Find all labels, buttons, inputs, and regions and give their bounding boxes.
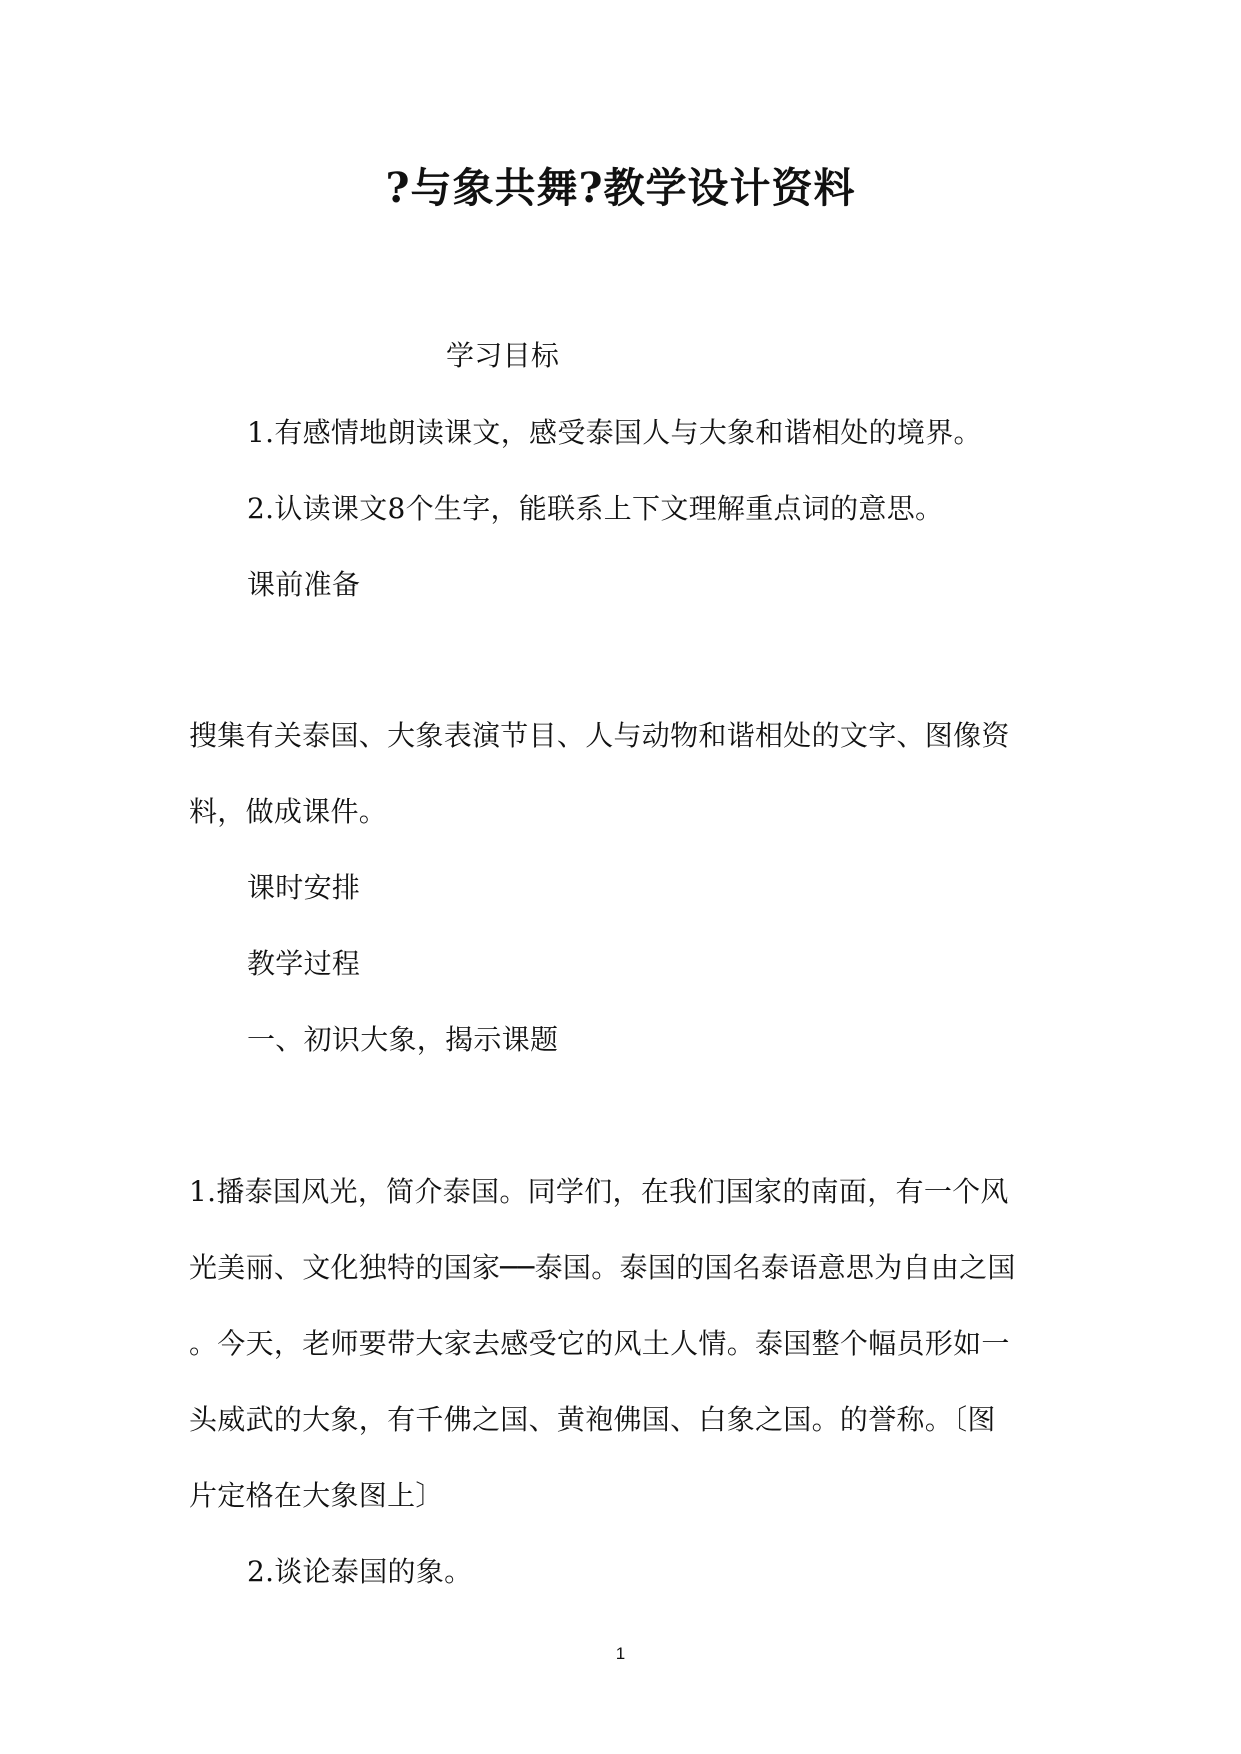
paragraph-line: 2.认读课文8个生字，能联系上下文理解重点词的意思。 xyxy=(247,492,944,525)
paragraph-line: 。今天，老师要带大家去感受它的风土人情。泰国整个幅员形如一 xyxy=(189,1327,1010,1360)
paragraph-line: 头威武的大象，有千佛之国、黄袍佛国、白象之国。的誉称。〔图 xyxy=(189,1403,996,1436)
page-number: 1 xyxy=(615,1644,626,1663)
paragraph-line: 1.播泰国风光，简介泰国。同学们，在我们国家的南面，有一个风 xyxy=(189,1175,1009,1208)
paragraph-line: 搜集有关泰国、大象表演节目、人与动物和谐相处的文字、图像资 xyxy=(189,719,1010,752)
heading-schedule: 课时安排 xyxy=(247,871,361,904)
document-title: ?与象共舞?教学设计资料 xyxy=(385,164,856,212)
paragraph-line: 料，做成课件。 xyxy=(189,795,388,828)
paragraph-line: 片定格在大象图上〕 xyxy=(189,1479,444,1512)
heading-process: 教学过程 xyxy=(247,947,361,980)
heading-learning-goals: 学习目标 xyxy=(446,339,560,372)
paragraph-line: 光美丽、文化独特的国家──泰国。泰国的国名泰语意思为自由之国 xyxy=(189,1251,1016,1284)
paragraph-line: 2.谈论泰国的象。 xyxy=(247,1555,473,1588)
paragraph-line: 1.有感情地朗读课文，感受泰国人与大象和谐相处的境界。 xyxy=(247,416,982,449)
heading-preparation: 课前准备 xyxy=(247,568,361,601)
section-heading: 一、初识大象，揭示课题 xyxy=(247,1023,559,1056)
